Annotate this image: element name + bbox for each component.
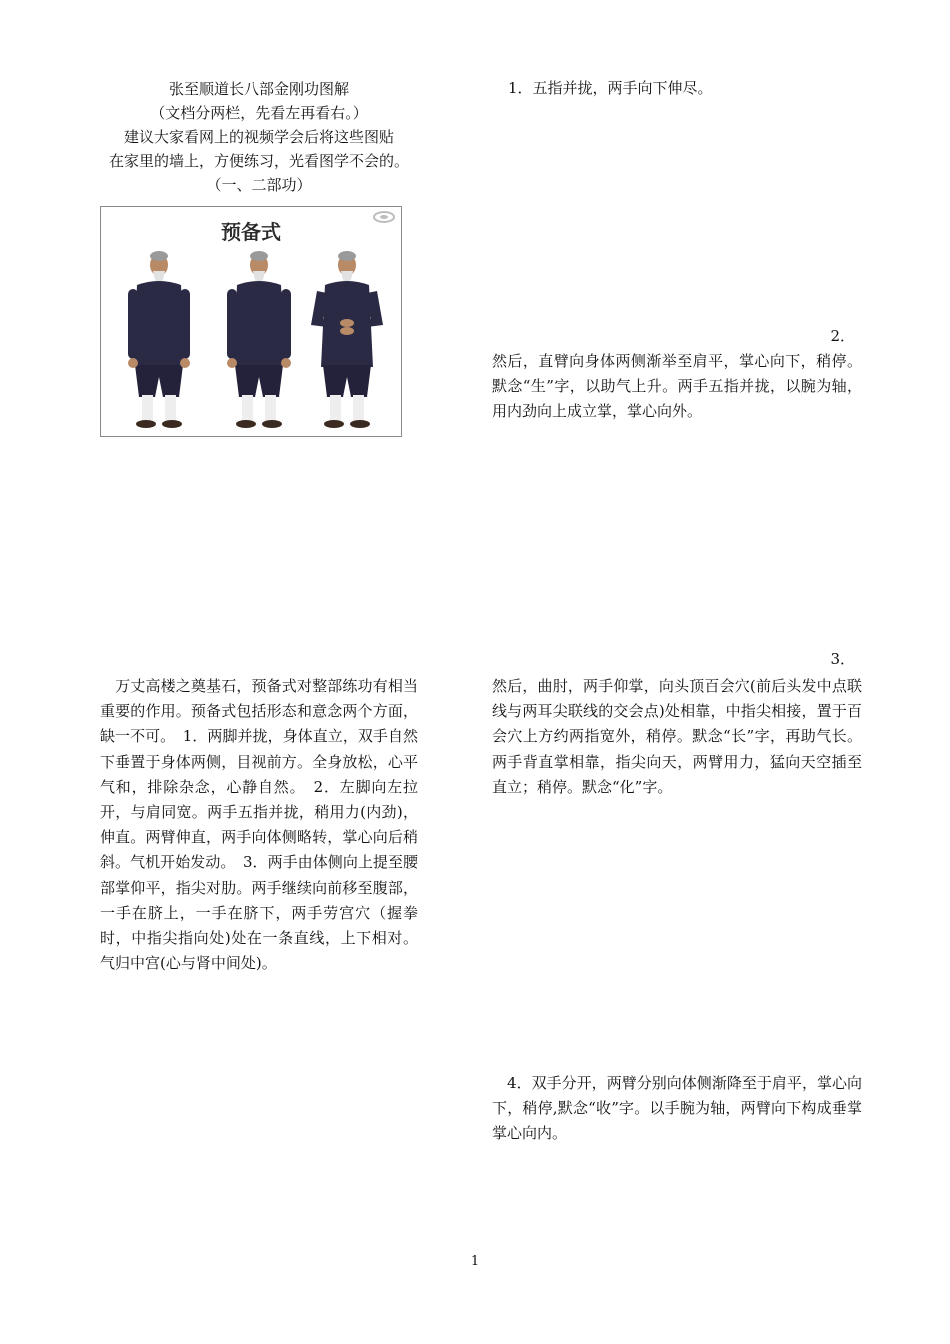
doc-subtitle: （文档分两栏，先看左再看右。）	[150, 104, 368, 122]
step-4-text: 4．双手分开，两臂分别向体侧渐降至于肩平，掌心向下，稍停,默念“收”字。以手腕为轴，两臂向下构成垂掌掌心向内。	[492, 1074, 862, 1142]
section-heading: （一、二部功）	[206, 176, 312, 194]
preparation-description: 万丈高楼之奠基石，预备式对整部练功有相当重要的作用。预备式包括形态和意念两个方面，缺一不可。 1．两脚并拢，身体直立，双手自然下垂置于身体两侧，目视前方。全身放松，心平气和，排除杂念，心静自然。 2．左脚向左拉开，与肩同宽。两手五指并拢，稍用力(内劲)，伸直。两臂伸直，两手向体侧略转，掌心向后稍斜。气机开始发动。 3．两手由体侧向上提至腰部掌仰平，指尖对肋。两手继续向前移至腹部，一手在脐上，一手在脐下，两手劳宫穴（握拳时，中指尖指向处)处在一条直线，上下相对。气归中宫(心与肾中间处)。	[100, 677, 418, 973]
step-2-number: 2．	[830, 327, 855, 345]
step-1-text: 1．五指并拢，两手向下伸尽。	[508, 79, 713, 97]
figure-title: 预备式	[221, 220, 281, 244]
watermark-logo-icon	[373, 211, 395, 223]
preparation-posture-figure	[100, 206, 402, 437]
doc-title: 张至顺道长八部金刚功图解	[168, 80, 349, 98]
doc-note-line-2: 在家里的墙上，方便练习，光看图学不会的。	[108, 152, 409, 170]
title-block	[100, 77, 418, 197]
step-2-text: 然后，直臂向身体两侧渐举至肩平，掌心向下，稍停。默念“生”字，以助气上升。两手五指并拢，以腕为轴，用内劲向上成立掌，掌心向外。	[492, 352, 862, 420]
step-3-text: 然后，曲肘，两手仰掌，向头顶百会穴(前后头发中点联线与两耳尖联线的交会点)处相靠，中指尖相接，置于百会穴上方约两指宽外，稍停。默念“长”字，再助气长。两手背直掌相靠，指尖向天，两臂用力，猛向天空插至直立；稍停。默念“化”字。	[492, 677, 862, 796]
step-3-number: 3．	[830, 650, 855, 668]
doc-note-line-1: 建议大家看网上的视频学会后将这些图贴	[123, 128, 394, 146]
page-number: 1	[470, 1254, 480, 1269]
